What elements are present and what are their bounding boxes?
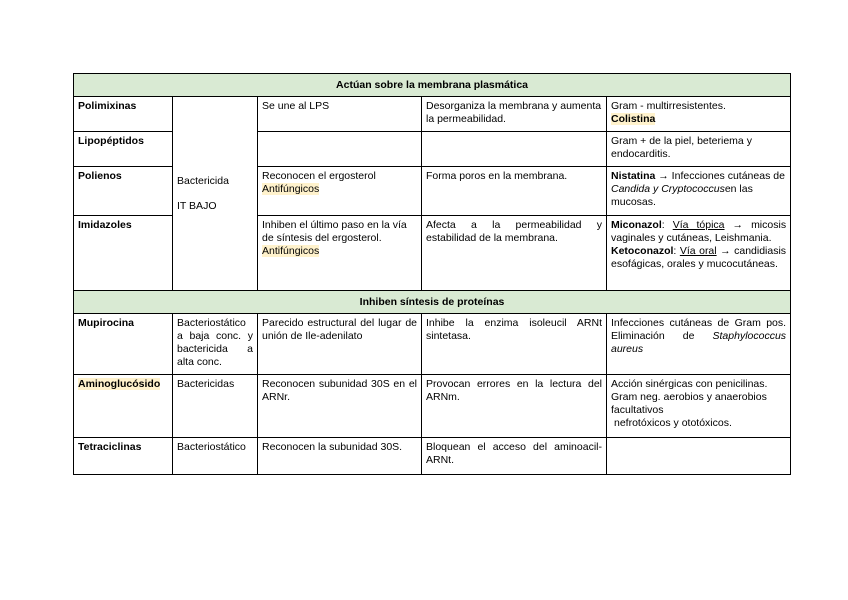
class-tag: Antifúngicos xyxy=(262,183,320,195)
effect-type: Bactericida xyxy=(177,174,229,187)
drug-name: Aminoglucósido xyxy=(74,375,173,438)
use-cell: Miconazol: Vía tópica → micosis vaginales y cutáneas, Leishmania. Ketoconazol: Vía oral → candidiasis esofágicas, orales y mucocutáneas. xyxy=(607,216,791,291)
use-cell: Infecciones cutáneas de Gram pos. Eliminación de Staphylococcus aureus xyxy=(607,314,791,375)
drug-highlight: Miconazol xyxy=(611,219,662,231)
section-title: Inhiben síntesis de proteínas xyxy=(74,291,791,314)
effect-cell: Provocan errores en la lectura del ARNm. xyxy=(422,375,607,438)
mechanism-cell: Reconocen la subunidad 30S. xyxy=(258,438,422,475)
drug-name: Polienos xyxy=(74,167,173,216)
effect-cell: Forma poros en la membrana. xyxy=(422,167,607,216)
route: Vía tópica xyxy=(672,219,725,231)
use-cell: Nistatina → Infecciones cutáneas de Candida y Cryptococcusen las mucosas. xyxy=(607,167,791,216)
mechanism-cell: Reconocen subunidad 30S en el ARNr. xyxy=(258,375,422,438)
drug-table xyxy=(73,73,791,475)
highlighted-drug: Colistina xyxy=(611,113,656,125)
shared-effect-cell xyxy=(173,97,258,291)
organism: Staphylococcus aureus xyxy=(611,330,787,355)
mechanism-text: Inhiben el último paso en la vía de síntesis del ergosterol. xyxy=(262,219,407,244)
section-header-protein xyxy=(74,291,791,314)
section-title: Actúan sobre la membrana plasmática xyxy=(74,74,791,97)
drug-name: Polimixinas xyxy=(74,97,173,132)
effect-type-cell: Bactericidas xyxy=(173,375,258,438)
organism: Cryptococcus xyxy=(661,183,725,195)
effect-cell: Afecta a la permeabilidad y estabilidad de la membrana. xyxy=(422,216,607,291)
use-text: Gram - multirresistentes. xyxy=(611,100,726,112)
organism: Candida xyxy=(611,183,651,195)
table-row xyxy=(74,375,791,438)
effect-type-cell: Bacteriostático xyxy=(173,438,258,475)
drug-highlight: Ketoconazol xyxy=(611,245,674,257)
drug-name: Tetraciclinas xyxy=(74,438,173,475)
mechanism-cell xyxy=(258,132,422,167)
effect-type-cell: Bacteriostático a baja conc. y bactericida a alta conc. xyxy=(173,314,258,375)
effect-cell: Inhibe la enzima isoleucil ARNt sintetasa. xyxy=(422,314,607,375)
mechanism-cell xyxy=(258,216,422,291)
drug-name: Mupirocina xyxy=(74,314,173,375)
use-cell xyxy=(607,97,791,132)
use-cell xyxy=(607,438,791,475)
table-row xyxy=(74,97,791,132)
mechanism-cell: Se une al LPS xyxy=(258,97,422,132)
effect-cell: Desorganiza la membrana y aumenta la permeabilidad. xyxy=(422,97,607,132)
mechanism-cell xyxy=(258,167,422,216)
use-cell: Acción sinérgicas con penicilinas. Gram neg. aerobios y anaerobios facultativos nefrotóxicos y ototóxicos. xyxy=(607,375,791,438)
drug-highlight: Nistatina xyxy=(611,170,656,182)
effect-cell xyxy=(422,132,607,167)
table-row xyxy=(74,438,791,475)
effect-cell: Bloquean el acceso del aminoacil-ARNt. xyxy=(422,438,607,475)
table-row xyxy=(74,314,791,375)
drug-name: Lipopéptidos xyxy=(74,132,173,167)
class-tag: Antifúngicos xyxy=(262,245,320,257)
section-header-membrane xyxy=(74,74,791,97)
mechanism-cell: Parecido estructural del lugar de unión de Ile-adenilato xyxy=(258,314,422,375)
therapeutic-index: IT BAJO xyxy=(177,199,217,212)
mechanism-text: Reconocen el ergosterol xyxy=(262,170,376,182)
route: Vía oral xyxy=(679,245,717,257)
drug-name: Imidazoles xyxy=(74,216,173,291)
use-cell: Gram + de la piel, beteriema y endocarditis. xyxy=(607,132,791,167)
